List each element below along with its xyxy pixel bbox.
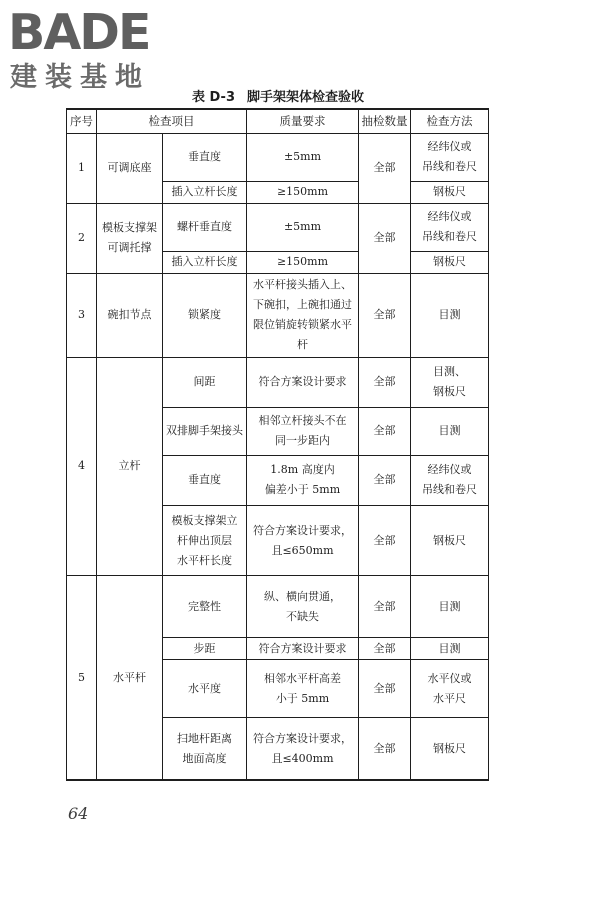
- page-number: 64: [68, 804, 89, 823]
- header-method: 检查方法: [411, 109, 489, 133]
- item-cell: 模板支撑架立 杆伸出顶层 水平杆长度: [163, 506, 247, 576]
- header-no: 序号: [67, 109, 97, 133]
- item-cell: 插入立杆长度: [163, 251, 247, 273]
- item-cell: 插入立杆长度: [163, 181, 247, 203]
- method-cell: 目测: [411, 638, 489, 660]
- requirement-cell: 符合方案设计要求， 且≤650mm: [247, 506, 359, 576]
- sample-cell: 全部: [359, 576, 411, 638]
- table-caption: [192, 86, 364, 105]
- sample-cell: 全部: [359, 660, 411, 718]
- item-cell: 螺杆垂直度: [163, 203, 247, 251]
- item-cell: 垂直度: [163, 133, 247, 181]
- requirement-cell: 符合方案设计要求: [247, 638, 359, 660]
- method-cell: 水平仪或 水平尺: [411, 660, 489, 718]
- requirement-cell: 相邻水平杆高差 小于 5mm: [247, 660, 359, 718]
- requirement-cell: ≥150mm: [247, 181, 359, 203]
- item-cell: 双排脚手架接头: [163, 407, 247, 455]
- requirement-cell: 水平杆接头插入上、 下碗扣，上碗扣通过 限位销旋转锁紧水平杆: [247, 273, 359, 357]
- item-cell: 间距: [163, 357, 247, 407]
- table-label: 表 D-3: [192, 90, 235, 105]
- sample-cell: 全部: [359, 357, 411, 407]
- requirement-cell: ±5mm: [247, 133, 359, 181]
- item-cell: 步距: [163, 638, 247, 660]
- requirement-cell: 纵、横向贯通， 不缺失: [247, 576, 359, 638]
- group-number: 3: [67, 273, 97, 357]
- item-cell: 水平度: [163, 660, 247, 718]
- sample-cell: 全部: [359, 638, 411, 660]
- logo: [8, 6, 178, 98]
- method-cell: 经纬仪或 吊线和卷尺: [411, 133, 489, 181]
- header-requirement: 质量要求: [247, 109, 359, 133]
- method-cell: 目测: [411, 273, 489, 357]
- sample-cell: 全部: [359, 273, 411, 357]
- logo-latin-text: BADE: [8, 4, 150, 61]
- group-name: 立杆: [97, 357, 163, 575]
- method-cell: 钢板尺: [411, 506, 489, 576]
- item-cell: 垂直度: [163, 455, 247, 505]
- group-number: 5: [67, 576, 97, 780]
- requirement-cell: ±5mm: [247, 203, 359, 251]
- table-header-row: [67, 109, 489, 133]
- sample-cell: 全部: [359, 407, 411, 455]
- group-name: 模板支撑架 可调托撑: [97, 203, 163, 273]
- header-sample: 抽检数量: [359, 109, 411, 133]
- item-cell: 完整性: [163, 576, 247, 638]
- method-cell: 目测: [411, 407, 489, 455]
- group-number: 2: [67, 203, 97, 273]
- group-name: 水平杆: [97, 576, 163, 780]
- method-cell: 目测、 钢板尺: [411, 357, 489, 407]
- group-number: 4: [67, 357, 97, 575]
- method-cell: 目测: [411, 576, 489, 638]
- sample-cell: 全部: [359, 133, 411, 203]
- sample-cell: 全部: [359, 506, 411, 576]
- table-row: [67, 357, 489, 407]
- method-cell: 经纬仪或 吊线和卷尺: [411, 203, 489, 251]
- inspection-table: [66, 108, 489, 781]
- sample-cell: 全部: [359, 455, 411, 505]
- method-cell: 钢板尺: [411, 181, 489, 203]
- sample-cell: 全部: [359, 718, 411, 780]
- table-row: [67, 133, 489, 181]
- requirement-cell: 相邻立杆接头不在 同一步距内: [247, 407, 359, 455]
- group-name: 可调底座: [97, 133, 163, 203]
- group-name: 碗扣节点: [97, 273, 163, 357]
- table-title: 脚手架架体检查验收: [247, 90, 365, 105]
- requirement-cell: 1.8m 高度内 偏差小于 5mm: [247, 455, 359, 505]
- item-cell: 扫地杆距离 地面高度: [163, 718, 247, 780]
- table-row: [67, 273, 489, 357]
- table-row: [67, 576, 489, 638]
- requirement-cell: ≥150mm: [247, 251, 359, 273]
- group-number: 1: [67, 133, 97, 203]
- requirement-cell: 符合方案设计要求: [247, 357, 359, 407]
- table-row: [67, 203, 489, 251]
- logo-chinese-text: 建装基地: [10, 62, 150, 93]
- item-cell: 锁紧度: [163, 273, 247, 357]
- method-cell: 经纬仪或 吊线和卷尺: [411, 455, 489, 505]
- method-cell: 钢板尺: [411, 718, 489, 780]
- sample-cell: 全部: [359, 203, 411, 273]
- requirement-cell: 符合方案设计要求， 且≤400mm: [247, 718, 359, 780]
- header-item: 检查项目: [97, 109, 247, 133]
- method-cell: 钢板尺: [411, 251, 489, 273]
